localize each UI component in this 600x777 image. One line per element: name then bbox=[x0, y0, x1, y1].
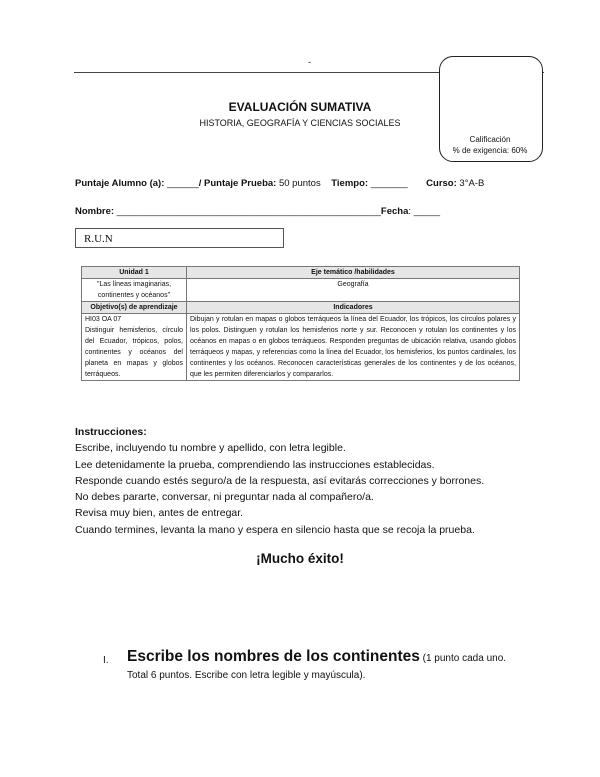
instructions-title: Instrucciones: bbox=[75, 426, 147, 438]
time-field[interactable]: _______ bbox=[370, 178, 408, 189]
indicators-text: Dibujan y rotulan en mapas o globos terráqueos la línea del Ecuador, los trópicos, los círculos polares y los polos. Distinguen y rotulan los hemisferios norte y sur. Reconocen y rotulan los continentes y los océanos en mapas o en globos terráqueos. Responden preguntas de ubicación relativa, usando globos terráqueos y mapas, y referencias como la línea del Ecuador, los hemisferios, los puntos cardinales, los continentes y los océanos. Reconocen características generales de los continentes y de los océanos, que les permiten diferenciarlos y compararlos. bbox=[187, 314, 520, 381]
score-line bbox=[75, 178, 484, 189]
test-score-value: 50 puntos bbox=[278, 178, 321, 189]
question-number: I. bbox=[103, 655, 109, 666]
question-title: Escribe los nombres de los continentes bbox=[127, 648, 420, 665]
question-text bbox=[127, 648, 525, 684]
instruction-item: Revisa muy bien, antes de entregar. bbox=[75, 507, 244, 520]
course-label: Curso: bbox=[426, 178, 457, 189]
indicators-header: Indicadores bbox=[187, 302, 520, 314]
unit-header: Unidad 1 bbox=[82, 267, 187, 279]
run-field[interactable]: R.U.N bbox=[75, 228, 284, 248]
document-title: EVALUACIÓN SUMATIVA bbox=[228, 100, 372, 114]
student-score-label: Puntaje Alumno (a): bbox=[75, 178, 165, 189]
course-value: 3°A-B bbox=[459, 178, 485, 189]
student-score-field[interactable]: ______ bbox=[167, 178, 199, 189]
name-line bbox=[75, 206, 440, 217]
time-label: Tiempo: bbox=[331, 178, 369, 189]
unit-value: "Las líneas imaginarias, continentes y océanos" bbox=[82, 279, 187, 302]
objective-header: Objetivo(s) de aprendizaje bbox=[82, 302, 187, 314]
axis-value: Geografía bbox=[187, 279, 520, 302]
instruction-item: Responde cuando estés seguro/a de la respuesta, así evitarás correcciones y borrones. bbox=[75, 474, 485, 487]
date-label: Fecha bbox=[380, 206, 409, 217]
instruction-item: Escribe, incluyendo tu nombre y apellido, con letra legible. bbox=[75, 442, 346, 455]
test-score-label: / Puntaje Prueba: bbox=[198, 178, 277, 189]
objective-cell bbox=[82, 314, 187, 381]
grade-label: Calificación bbox=[469, 135, 511, 144]
axis-header: Eje temático /habilidades bbox=[187, 267, 520, 279]
name-label: Nombre: bbox=[75, 206, 115, 217]
instruction-item: No debes pararte, conversar, ni preguntar nada al compañero/a. bbox=[75, 491, 374, 504]
question-detail: (1 punto cada uno. Total 6 puntos. Escribe con letra legible y mayúscula). bbox=[127, 653, 507, 681]
instruction-item: Cuando termines, levanta la mano y espera en silencio hasta que se recoja la prueba. bbox=[75, 523, 475, 536]
document-subtitle: HISTORIA, GEOGRAFÍA Y CIENCIAS SOCIALES bbox=[199, 118, 401, 128]
top-mark: - bbox=[308, 57, 311, 67]
objective-code: HI03 OA 07 bbox=[85, 316, 122, 323]
objective-text: Distinguir hemisferios, círculo del Ecuador, trópicos, polos, continentes y océanos del planeta en mapas y globos terráqueos. bbox=[85, 327, 183, 378]
date-field[interactable]: : _____ bbox=[408, 206, 441, 217]
instruction-item: Lee detenidamente la prueba, comprendiendo las instrucciones establecidas. bbox=[75, 458, 435, 471]
instructions bbox=[75, 424, 535, 538]
success-message: ¡Mucho éxito! bbox=[256, 551, 344, 566]
name-field[interactable]: __________________________________________________ bbox=[116, 206, 381, 217]
objectives-table bbox=[81, 266, 520, 381]
grade-requirement: % de exigencia: 60% bbox=[452, 146, 528, 155]
